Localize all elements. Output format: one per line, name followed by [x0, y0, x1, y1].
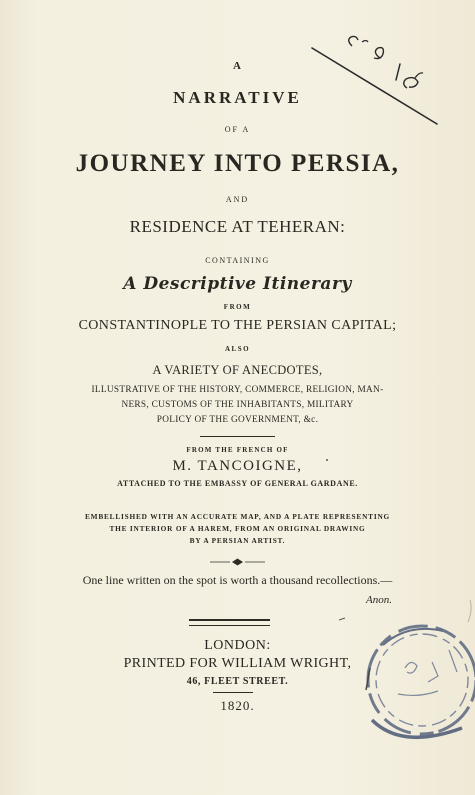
- route-line: CONSTANTINOPLE TO THE PERSIAN CAPITAL;: [78, 318, 397, 333]
- anecdotes-line: A VARIETY OF ANECDOTES,: [152, 363, 323, 377]
- translation-note: FROM THE FRENCH OF: [186, 446, 289, 454]
- also-label: ALSO: [224, 345, 251, 353]
- imprint-address: 46, FLEET STREET.: [186, 676, 289, 687]
- title-of-a: OF A: [224, 125, 251, 134]
- illustrative-line-3: POLICY OF THE GOVERNMENT, &c.: [156, 415, 319, 425]
- itinerary-heading: A Descriptive Itinerary: [123, 274, 352, 294]
- main-title: JOURNEY INTO PERSIA,: [75, 150, 400, 177]
- author-affiliation: ATTACHED TO THE EMBASSY OF GENERAL GARDANE.: [117, 479, 358, 488]
- embellished-line-3: BY A PERSIAN ARTIST.: [189, 536, 286, 545]
- illustrative-line-2: NERS, CUSTOMS OF THE INHABITANTS, MILITARY: [121, 400, 354, 410]
- double-rule: [189, 619, 270, 626]
- title-and: AND: [225, 195, 250, 204]
- from-label: FROM: [223, 303, 252, 311]
- epigraph-source: Anon.: [366, 594, 392, 606]
- ornament-divider: [210, 557, 265, 567]
- embellished-line-1: EMBELLISHED WITH AN ACCURATE MAP, AND A PLATE REPRESENTING: [84, 512, 391, 521]
- embellished-line-2: THE INTERIOR OF A HAREM, FROM AN ORIGINAL DRAWING: [109, 524, 366, 533]
- imprint-city: LONDON:: [204, 638, 271, 653]
- epigraph: One line written on the spot is worth a thousand recollections.—: [82, 573, 393, 587]
- title-narrative: NARRATIVE: [173, 88, 302, 107]
- illustrative-line-1: ILLUSTRATIVE OF THE HISTORY, COMMERCE, RELIGION, MAN-: [91, 385, 384, 395]
- imprint-year: 1820.: [220, 698, 255, 713]
- subtitle-residence: RESIDENCE AT TEHERAN:: [129, 217, 346, 236]
- author-name: M. TANCOIGNE,: [172, 458, 303, 474]
- short-rule: [213, 692, 253, 693]
- imprint-printer: PRINTED FOR WILLIAM WRIGHT,: [123, 656, 352, 671]
- containing-label: CONTAINING: [205, 256, 270, 265]
- divider-rule: [200, 436, 275, 437]
- title-article: A: [233, 60, 242, 72]
